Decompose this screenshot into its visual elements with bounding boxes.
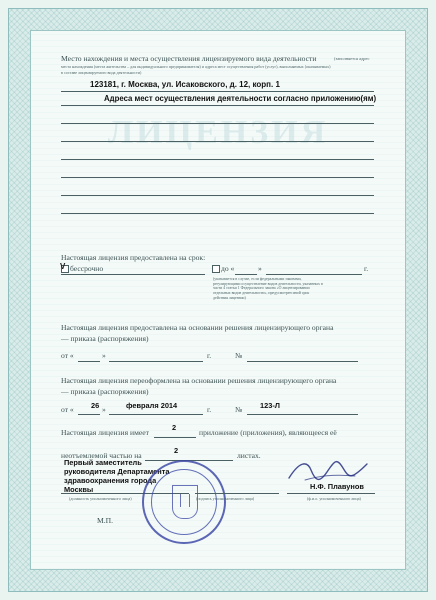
reissue-text2: — приказа (распоряжения) [61, 387, 149, 396]
blank-line [61, 141, 374, 142]
name-line [287, 493, 375, 494]
appendix-count: 2 [172, 423, 177, 432]
appendix-text-before: Настоящая лицензия имеет [61, 428, 149, 437]
basis-number-prefix: № [235, 351, 243, 360]
header-line1-note: (заполняется адрес [334, 56, 370, 61]
term-intro: Настоящая лицензия предоставлена на срок: [61, 253, 206, 262]
appendix-count-line [154, 437, 196, 438]
until-close: » [258, 264, 262, 273]
until-prefix: до « [221, 264, 235, 273]
basis-text2: — приказа (распоряжения) [61, 334, 149, 343]
official-seal [142, 460, 226, 544]
reissue-year-suffix: г. [207, 405, 212, 414]
signatory-name: Н.Ф. Плавунов [310, 482, 364, 491]
basis-number-line [247, 361, 358, 362]
reissue-day-line [78, 414, 100, 415]
sheets-text-before: неотъемлемой частью на [61, 451, 142, 460]
basis-month-line [109, 361, 203, 362]
reissue-day: 26 [91, 401, 100, 410]
blank-line [61, 123, 374, 124]
blank-line [61, 159, 374, 160]
until-month-line [266, 274, 362, 275]
term-footnote: (указывается в случае, если федеральными законами, регулирующими осуществление видов деятельности, указанных в части 4 статьи 1 Федерального закона «О лицензировании отдельных видов деятельности», предусмотрен иной срок действия лицензии) [213, 277, 323, 300]
reissue-number-prefix: № [235, 405, 243, 414]
basis-from-prefix: от « [61, 351, 74, 360]
watermark-text: ЛИЦЕНЗИЯ [107, 114, 329, 151]
header-line2: места нахождения (места жительства – для индивидуального предпринимателя) и адреса мест осуществления работ (услуг), выполняемых (оказываемых) [61, 64, 331, 69]
checkbox-mark: V [60, 262, 66, 271]
signatory-line4: Москвы [64, 485, 94, 494]
basis-day-line [78, 361, 100, 362]
basis-year-suffix: г. [207, 351, 212, 360]
unlimited-label: бессрочно [70, 264, 104, 273]
name-caption: (ф.и.о. уполномоченного лица) [307, 496, 361, 501]
reissue-number: 123-Л [260, 401, 280, 410]
appendix-address-value: Адреса мест осуществления деятельности согласно приложению(ям) [104, 94, 377, 103]
until-year-suffix: г. [364, 264, 369, 273]
reissue-text1: Настоящая лицензия переоформлена на основании решения лицензирующего органа [61, 376, 337, 385]
blank-line [61, 213, 374, 214]
coat-of-arms-icon [172, 485, 198, 519]
blank-line [61, 195, 374, 196]
header-line3: в составе лицензируемого вида деятельности) [61, 70, 142, 75]
signature-caption: (подпись уполномоченного лица) [196, 496, 255, 501]
address-value: 123181, г. Москва, ул. Исаковского, д. 12, корп. 1 [90, 80, 280, 89]
unlimited-line [61, 274, 205, 275]
reissue-month-year: февраля 2014 [126, 401, 178, 410]
basis-text1: Настоящая лицензия предоставлена на основании решения лицензирующего органа [61, 323, 334, 332]
appendix-address-line [61, 105, 374, 106]
basis-close: » [102, 351, 106, 360]
signatory-line1: Первый заместитель [64, 458, 142, 467]
reissue-month-line [109, 414, 203, 415]
reissue-from-prefix: от « [61, 405, 74, 414]
sheets-text-after: листах. [237, 451, 261, 460]
reissue-close: » [102, 405, 106, 414]
address-line [61, 91, 374, 92]
until-day-line [235, 274, 257, 275]
header-line1: Место нахождения и места осуществления лицензируемого вида деятельности [61, 54, 317, 63]
signatory-line3: здравоохранения города [64, 476, 157, 485]
reissue-number-line [247, 414, 358, 415]
signatory-line2: руководителя Департамента [64, 467, 170, 476]
blank-line [61, 177, 374, 178]
stamp-label: М.П. [97, 516, 114, 525]
signature-line [195, 493, 279, 494]
sheets-count: 2 [174, 446, 179, 455]
position-caption: (должность уполномоченного лица) [69, 496, 132, 501]
appendix-text-after: приложение (приложения), являющееся её [199, 428, 337, 437]
dated-checkbox [212, 265, 220, 273]
